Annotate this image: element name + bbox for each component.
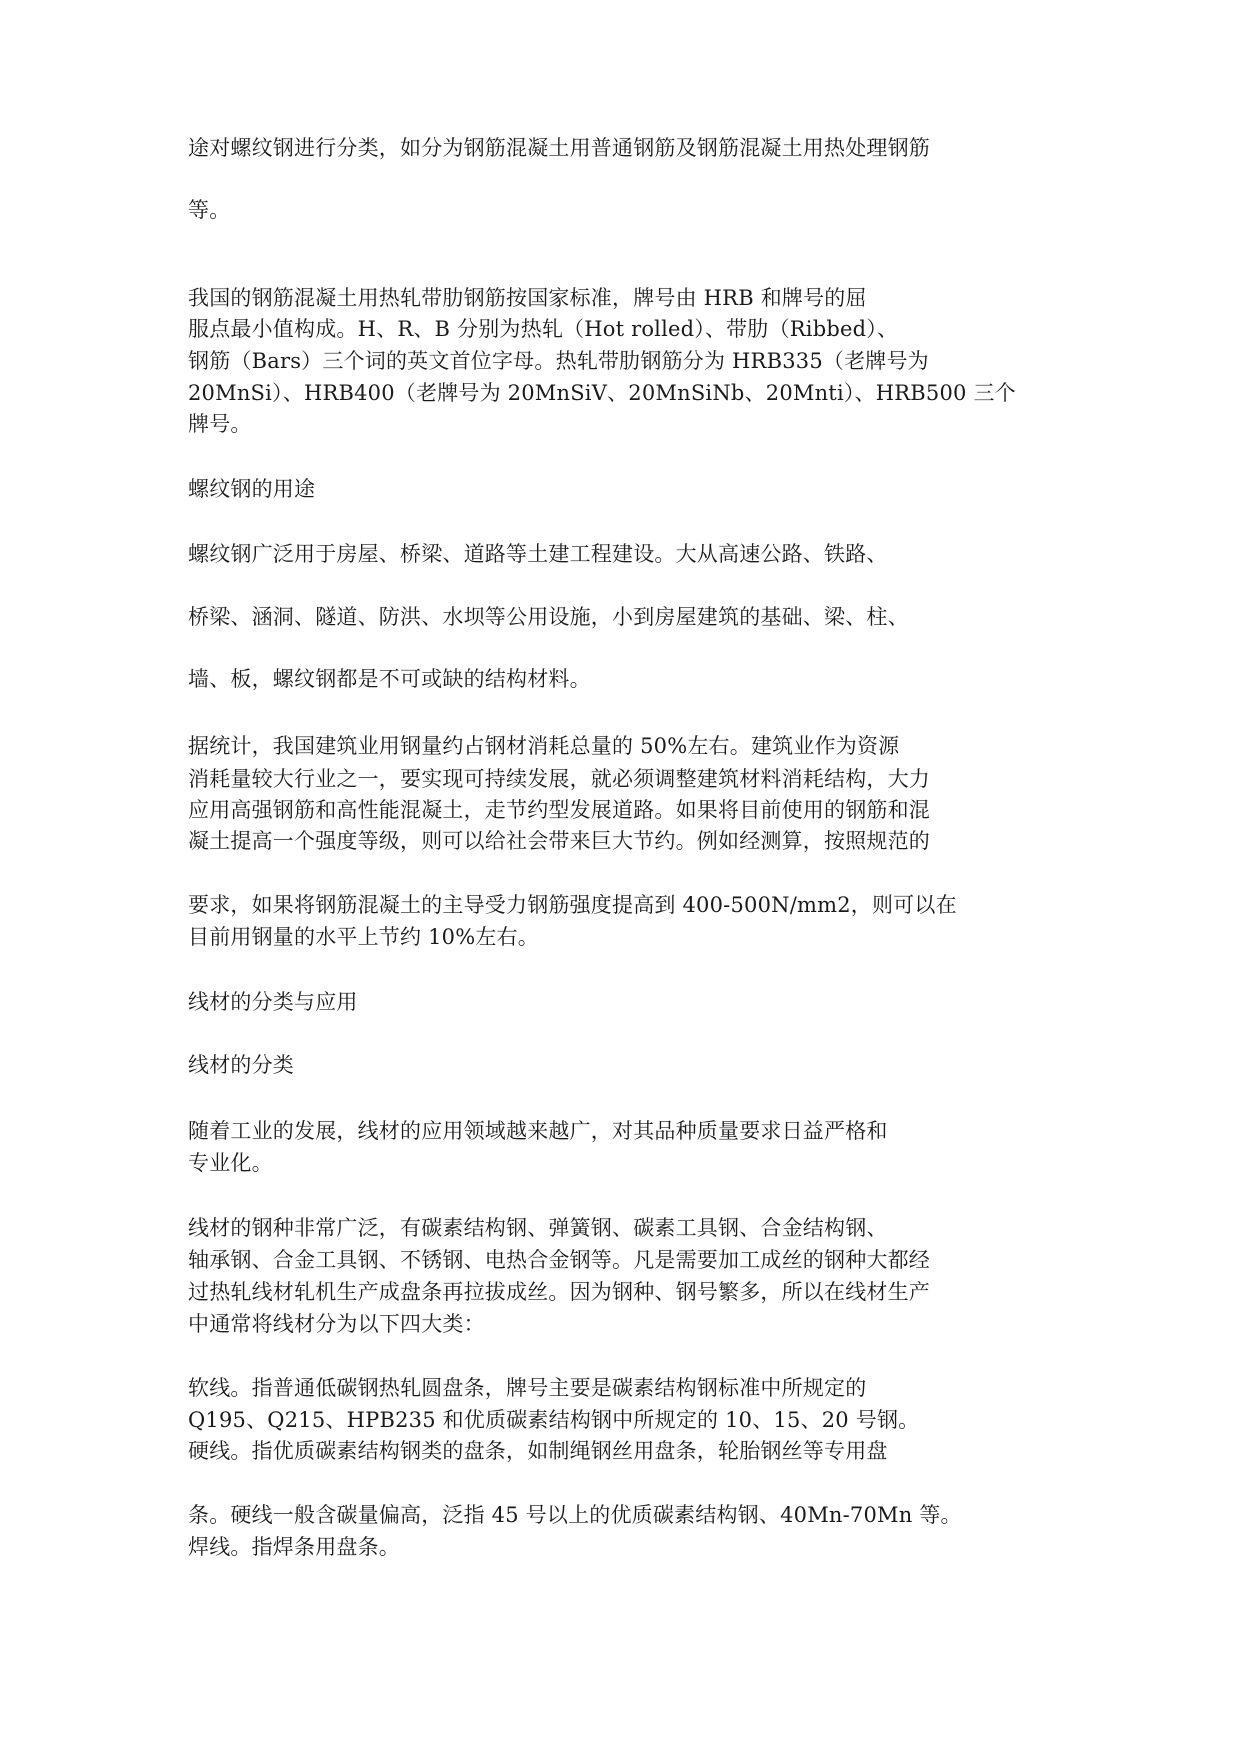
text-line: 软线。指普通低碳钢热轧圆盘条，牌号主要是碳素结构钢标准中所规定的 xyxy=(188,1376,867,1400)
text-line: 桥梁、涵洞、隧道、防洪、水坝等公用设施，小到房屋建筑的基础、梁、柱、 xyxy=(188,605,909,629)
text-line: 螺纹钢广泛用于房屋、桥梁、道路等土建工程建设。大从高速公路、铁路、 xyxy=(188,542,888,566)
section-heading: 线材的分类与应用 xyxy=(188,990,358,1014)
text-line: 钢筋（Bars）三个词的英文首位字母。热轧带肋钢筋分为 HRB335（老牌号为 xyxy=(188,349,929,373)
text-line: 途对螺纹钢进行分类，如分为钢筋混凝土用普通钢筋及钢筋混凝土用热处理钢筋 xyxy=(188,136,930,160)
text-line: 条。硬线一般含碳量偏高，泛指 45 号以上的优质碳素结构钢、40Mn-70Mn 等。 xyxy=(188,1503,962,1527)
text-line: 20MnSi）、HRB400（老牌号为 20MnSiV、20MnSiNb、20Mnti）、HRB500 三个 xyxy=(188,381,1016,405)
text-line: 轴承钢、合金工具钢、不锈钢、电热合金钢等。凡是需要加工成丝的钢种大都经 xyxy=(188,1248,930,1272)
text-line: 据统计，我国建筑业用钢量约占钢材消耗总量的 50%左右。建筑业作为资源 xyxy=(188,734,900,758)
text-line: 过热轧线材轧机生产成盘条再拉拔成丝。因为钢种、钢号繁多，所以在线材生产 xyxy=(188,1280,930,1304)
section-heading: 线材的分类 xyxy=(188,1053,294,1077)
text-line: 消耗量较大行业之一，要实现可持续发展，就必须调整建筑材料消耗结构，大力 xyxy=(188,767,930,791)
text-line: 专业化。 xyxy=(188,1151,273,1175)
text-line: 随着工业的发展，线材的应用领域越来越广，对其品种质量要求日益严格和 xyxy=(188,1119,888,1143)
text-line: 应用高强钢筋和高性能混凝土，走节约型发展道路。如果将目前使用的钢筋和混 xyxy=(188,798,930,822)
text-line: 服点最小值构成。H、R、B 分别为热轧（Hot rolled）、带肋（Ribbed）、 xyxy=(188,317,899,341)
text-line: 硬线。指优质碳素结构钢类的盘条，如制绳钢丝用盘条，轮胎钢丝等专用盘 xyxy=(188,1439,888,1463)
text-line: 中通常将线材分为以下四大类： xyxy=(188,1312,485,1336)
text-line: 等。 xyxy=(188,198,231,222)
text-line: 目前用钢量的水平上节约 10%左右。 xyxy=(188,925,539,949)
text-line: 凝土提高一个强度等级，则可以给社会带来巨大节约。例如经测算，按照规范的 xyxy=(188,829,930,853)
text-line: 焊线。指焊条用盘条。 xyxy=(188,1535,400,1559)
text-line: Q195、Q215、HPB235 和优质碳素结构钢中所规定的 10、15、20 号钢。 xyxy=(188,1408,920,1432)
text-line: 牌号。 xyxy=(188,412,252,436)
section-heading: 螺纹钢的用途 xyxy=(188,477,316,501)
text-line: 线材的钢种非常广泛，有碳素结构钢、弹簧钢、碳素工具钢、合金结构钢、 xyxy=(188,1216,888,1240)
text-line: 墙、板，螺纹钢都是不可或缺的结构材料。 xyxy=(188,667,591,691)
text-line: 我国的钢筋混凝土用热轧带肋钢筋按国家标准，牌号由 HRB 和牌号的屈 xyxy=(188,286,867,310)
text-line: 要求，如果将钢筋混凝土的主导受力钢筋强度提高到 400-500N/mm2，则可以在 xyxy=(188,893,957,917)
